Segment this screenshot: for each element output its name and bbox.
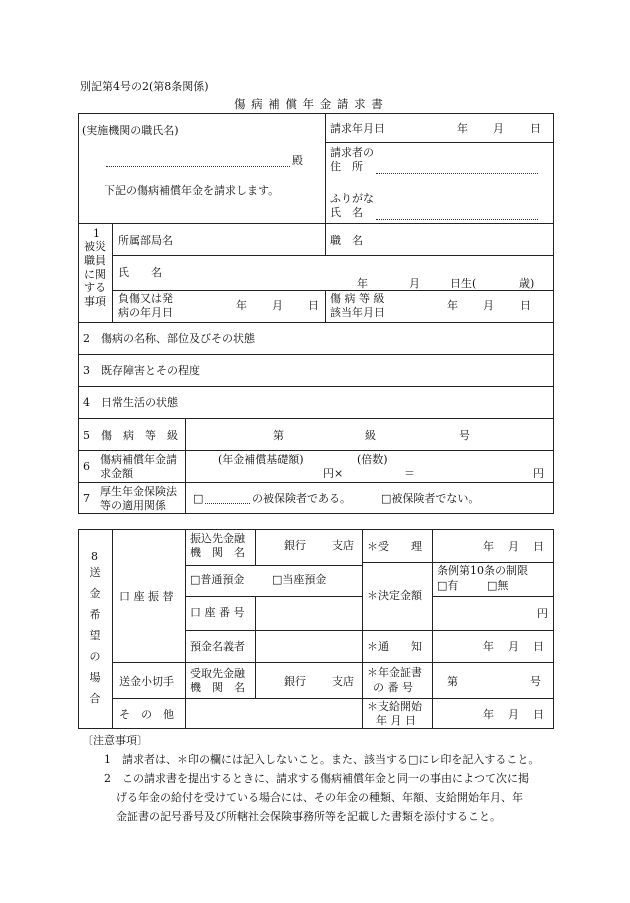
not-insured-checkbox[interactable]: □被保険者でない。 [381, 492, 480, 505]
address-label-1: 請求者の [330, 146, 374, 159]
injury-date-label-2: 病の年月日 [118, 306, 173, 319]
note-2-line-1: 2 この請求書を提出するときに、請求する傷病補償年金と同一の事由によつて次に掲 [104, 772, 529, 785]
person-name-label: 氏 名 [118, 266, 162, 279]
section6-label-1: 傷病補償年金請 [100, 453, 177, 466]
restriction-no-checkbox[interactable]: □無 [487, 579, 509, 592]
agency-name-field[interactable] [106, 166, 290, 167]
insured-checkbox[interactable]: □ [193, 492, 204, 505]
insured-text: の被保険者である。 [252, 492, 351, 505]
section8-label: 送 金 希 望 の 場 合 [89, 566, 101, 705]
cert-dai: 第 [447, 675, 458, 688]
equals-sign: ＝ [404, 467, 415, 480]
notes-heading: 〔注意事項〕 [82, 734, 148, 747]
restriction-yes-checkbox[interactable]: □有 [437, 579, 459, 592]
notice-year: 年 [483, 640, 494, 653]
notice-label: ＊通 知 [367, 640, 422, 653]
section2-label: 2 傷病の名称、部位及びその状態 [83, 332, 255, 345]
received-month: 月 [508, 540, 519, 553]
yen-times: 円× [323, 467, 344, 480]
section7-label-1: 厚生年金保険法 [100, 485, 177, 498]
branch-suffix: 支店 [332, 539, 354, 552]
notice-day: 日 [533, 640, 544, 653]
grade-go: 号 [459, 429, 470, 442]
other-label: そ の 他 [119, 708, 174, 721]
section8-number: 8 [91, 550, 98, 563]
post-label: 職 名 [330, 234, 363, 247]
account-transfer-label: 口 座 振 替 [119, 590, 174, 603]
note-2-line-2: げる年金の給付を受けている場合には、その年金の種類、年額、支給開始年月、年 [116, 791, 523, 804]
birth-year: 年 [357, 277, 368, 290]
start-month: 月 [508, 708, 519, 721]
furigana-label: ふりがな [330, 192, 374, 205]
annual-base-label: (年金補償基礎額) [218, 453, 304, 466]
recv-branch-suffix: 支店 [332, 675, 354, 688]
grade-year: 年 [447, 299, 458, 312]
form-title: 傷 病 補 償 年 金 請 求 書 [234, 97, 384, 111]
section6-number: 6 [83, 460, 90, 473]
section7-label-2: 等の適用関係 [100, 499, 166, 512]
grade-date-label-1: 傷 病 等 級 [330, 292, 385, 305]
received-day: 日 [533, 540, 544, 553]
note-2-line-3: 金証書の記号番号及び所轄社会保険事務所等を記載した書類を添付すること。 [116, 810, 501, 823]
insurance-name-field[interactable] [205, 503, 250, 504]
request-date-label: 請求年月日 [330, 122, 385, 135]
address-field[interactable] [376, 173, 538, 174]
note-1: 1 請求者は、＊印の欄には記入しないこと。また、該当する□にレ印を記入すること。 [104, 753, 540, 766]
start-label-1: ＊支給開始 [367, 700, 422, 713]
request-month: 月 [493, 122, 504, 135]
remittance-check-label: 送金小切手 [119, 675, 174, 688]
recv-bank-suffix: 銀行 [284, 675, 306, 688]
notice-month: 月 [508, 640, 519, 653]
recv-bank-label-1: 受取先金融 [190, 667, 245, 680]
birth-day: 日生( [450, 277, 477, 290]
bank-suffix: 銀行 [284, 539, 306, 552]
grade-dai: 第 [273, 429, 284, 442]
section1-label: 被災 職員 に関 する 事項 [84, 240, 106, 308]
form-number: 別記第4号の2(第8条関係) [80, 80, 209, 93]
cert-label-2: の 番 号 [373, 681, 413, 694]
request-statement: 下記の傷病補償年金を請求します。 [104, 184, 280, 197]
injury-year: 年 [236, 299, 247, 312]
age: 歳) [519, 277, 535, 290]
request-year: 年 [457, 122, 468, 135]
dono-label: 殿 [292, 154, 303, 167]
bank-name-label-1: 振込先金融 [190, 532, 245, 545]
section1-number: 1 [93, 227, 100, 240]
account-holder-label: 預金名義者 [190, 640, 245, 653]
request-day: 日 [530, 122, 541, 135]
decided-amount-yen: 円 [537, 607, 548, 620]
received-year: 年 [483, 540, 494, 553]
injury-month: 月 [272, 299, 283, 312]
section7-number: 7 [83, 492, 90, 505]
section5-label: 5 傷 病 等 級 [83, 429, 178, 442]
grade-date-label-2: 該当年月日 [330, 306, 385, 319]
start-label-2: 年 月 日 [376, 714, 416, 727]
agency-label: (実施機関の職氏名) [82, 124, 179, 137]
current-deposit-checkbox[interactable]: □当座預金 [272, 573, 327, 586]
restriction-label: 条例第10条の制限 [437, 564, 528, 577]
address-label-2: 住 所 [330, 160, 363, 173]
section6-label-2: 求金額 [100, 467, 133, 480]
cert-label-1: ＊年金証書 [367, 666, 422, 679]
injury-date-label-1: 負傷又は発 [118, 292, 173, 305]
multiplier-label: (倍数) [357, 453, 388, 466]
decided-amount-label: ＊決定金額 [367, 589, 422, 602]
cert-go: 号 [530, 675, 541, 688]
recv-bank-label-2: 機 関 名 [190, 681, 245, 694]
bank-name-label-2: 機 関 名 [190, 546, 245, 559]
received-label: ＊受 理 [367, 540, 422, 553]
account-number-label: 口 座 番 号 [190, 606, 245, 619]
claimant-name-label: 氏 名 [330, 206, 363, 219]
section3-label: 3 既存障害とその程度 [83, 364, 200, 377]
start-year: 年 [483, 708, 494, 721]
remittance-table [78, 529, 554, 729]
normal-deposit-checkbox[interactable]: □普通預金 [190, 573, 245, 586]
start-day: 日 [533, 708, 544, 721]
injury-day: 日 [308, 299, 319, 312]
grade-day: 日 [520, 299, 531, 312]
grade-month: 月 [483, 299, 494, 312]
claimant-name-field[interactable] [376, 219, 538, 220]
department-label: 所属部局名 [118, 234, 173, 247]
birth-month: 月 [409, 277, 420, 290]
yen-total: 円 [533, 467, 544, 480]
section4-label: 4 日常生活の状態 [83, 396, 178, 409]
grade-kyu: 級 [365, 429, 376, 442]
